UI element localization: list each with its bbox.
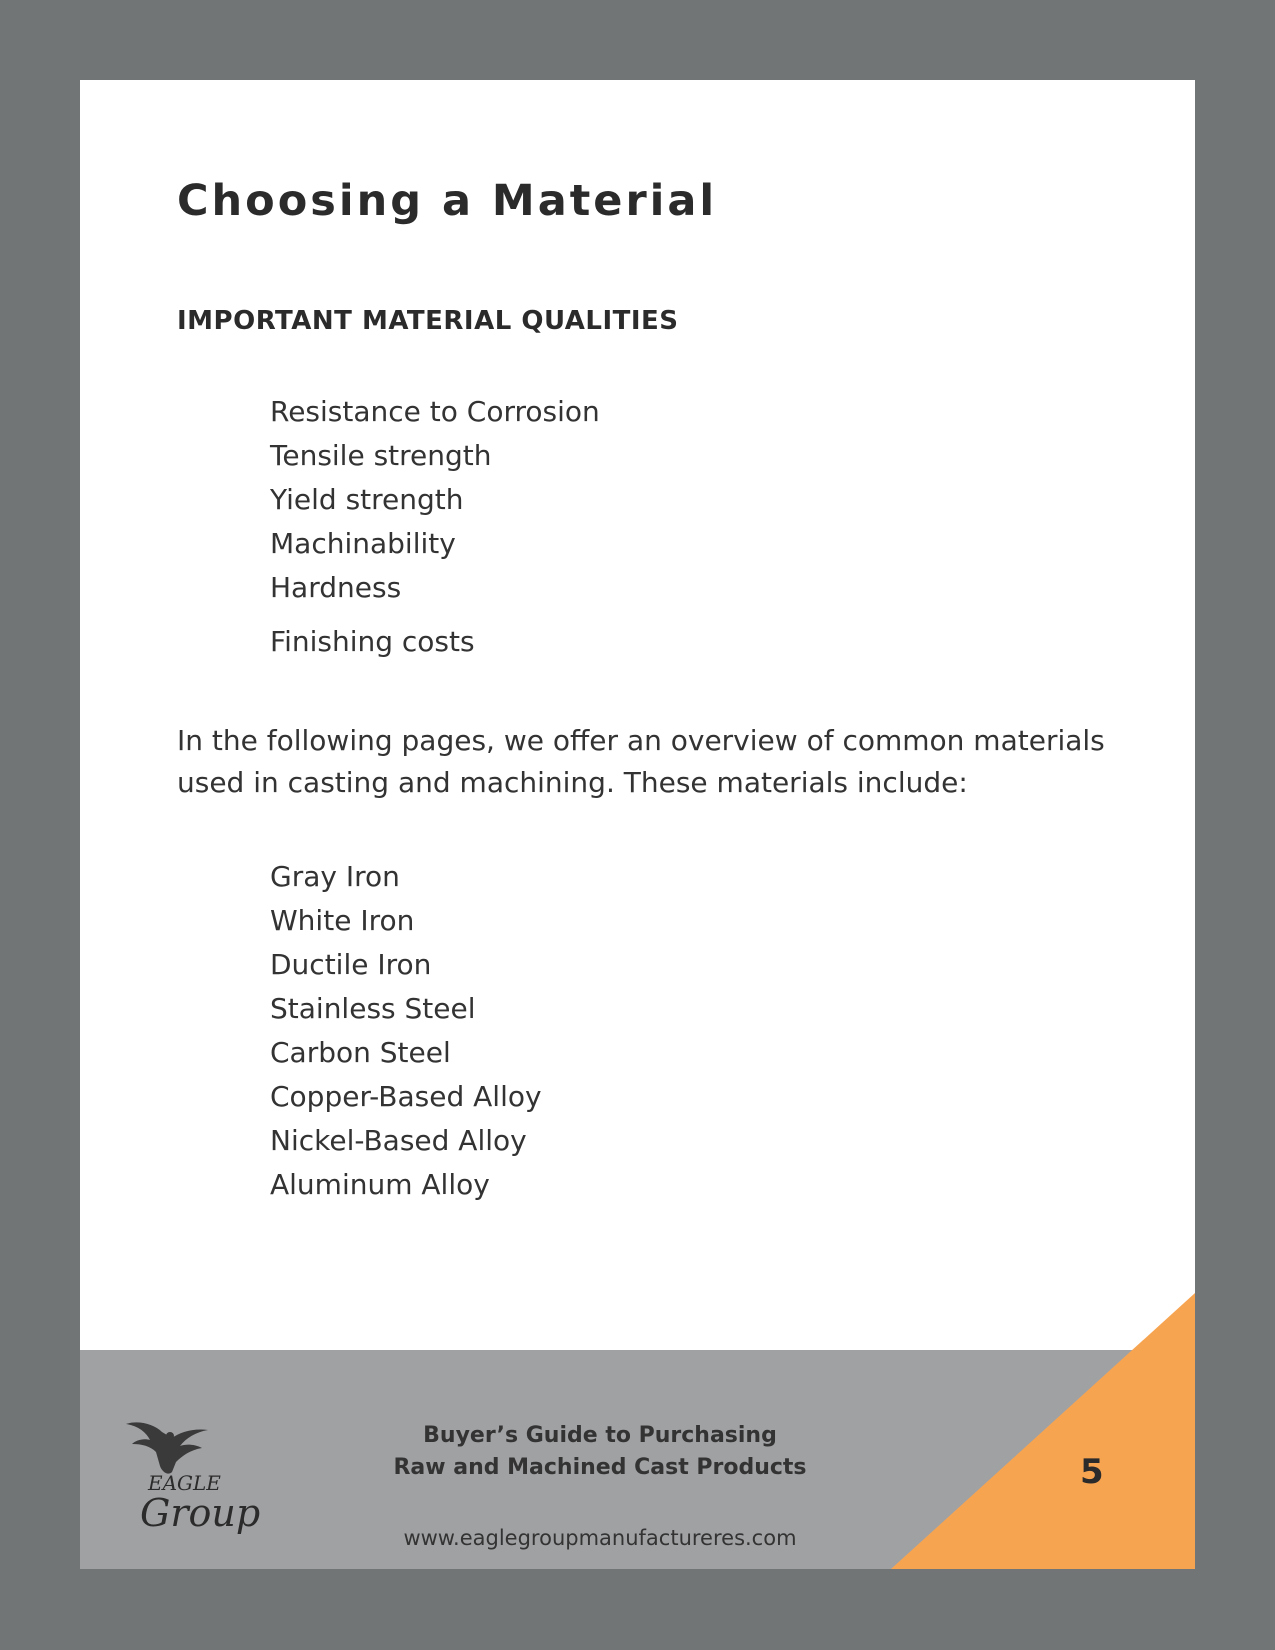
section-heading: IMPORTANT MATERIAL QUALITIES — [177, 306, 679, 336]
page-title: Choosing a Material — [177, 176, 718, 226]
logo-word-eagle: EAGLE — [148, 1471, 221, 1495]
document-page — [80, 80, 1195, 1569]
list-item: White Iron — [270, 904, 415, 937]
eagle-group-logo — [110, 1410, 280, 1550]
list-item: Carbon Steel — [270, 1036, 451, 1069]
eagle-icon — [126, 1422, 208, 1473]
list-item: Aluminum Alloy — [270, 1168, 490, 1201]
qualities-list — [270, 390, 600, 664]
materials-list — [270, 855, 542, 1207]
accent-triangle — [891, 1293, 1195, 1569]
list-item: Nickel-Based Alloy — [270, 1124, 527, 1157]
list-item: Resistance to Corrosion — [270, 395, 600, 428]
guide-title-line-1: Buyer’s Guide to Purchasing — [423, 1423, 777, 1448]
page-number: 5 — [1080, 1452, 1104, 1492]
list-item: Hardness — [270, 571, 402, 604]
guide-title — [380, 1420, 820, 1484]
guide-title-line-2: Raw and Machined Cast Products — [393, 1455, 807, 1480]
logo-word-group: Group — [140, 1491, 261, 1535]
website-url[interactable]: www.eaglegroupmanufactureres.com — [403, 1526, 797, 1550]
list-item: Tensile strength — [270, 439, 492, 472]
intro-paragraph: In the following pages, we offer an overview of common materials used in casting and machining. These materials include: — [177, 724, 1105, 799]
list-item: Ductile Iron — [270, 948, 432, 981]
list-item: Machinability — [270, 527, 456, 560]
list-item: Yield strength — [270, 483, 464, 516]
list-item: Copper-Based Alloy — [270, 1080, 542, 1113]
list-item: Gray Iron — [270, 860, 400, 893]
list-item: Finishing costs — [270, 625, 475, 658]
list-item: Stainless Steel — [270, 992, 476, 1025]
